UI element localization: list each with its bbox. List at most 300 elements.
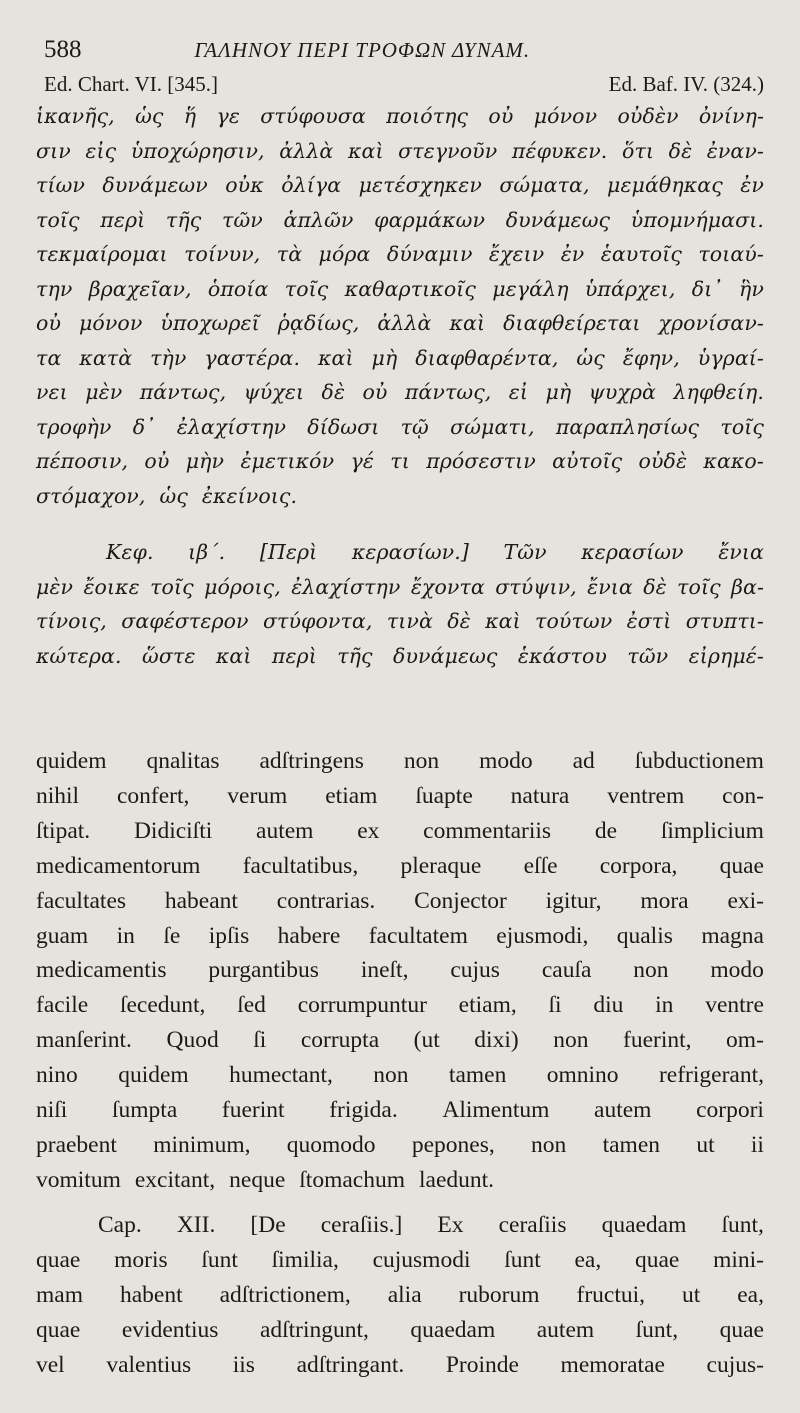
- word: cauſa: [541, 957, 592, 984]
- word: in: [655, 992, 674, 1019]
- word: στύφοντα,: [262, 609, 373, 633]
- word: quidem: [36, 748, 107, 774]
- word: εἰ: [508, 380, 529, 404]
- text-line: [36, 1027, 764, 1054]
- word: ἐν: [740, 173, 764, 197]
- word: guam: [36, 922, 89, 949]
- word: ἔνια: [718, 540, 764, 564]
- text-line: [106, 540, 764, 564]
- word: quae: [719, 1316, 764, 1343]
- word: καθαρτικοῖς: [344, 276, 476, 301]
- word: πέποσιν,: [36, 449, 129, 473]
- word: τίνοις,: [36, 609, 107, 633]
- word: ſed: [237, 992, 266, 1019]
- word: φαρμάκων: [374, 207, 486, 232]
- word: quaedam: [601, 1212, 687, 1238]
- word: περὶ: [271, 643, 317, 668]
- word: corrumpuntur: [297, 992, 427, 1019]
- word: ſe: [163, 922, 181, 949]
- text-line: [36, 1317, 764, 1344]
- word: Didiciſti: [133, 817, 213, 844]
- word: qnalitas: [146, 748, 220, 774]
- word: ἔνια: [587, 574, 633, 599]
- word: ὑγραί-: [697, 345, 764, 370]
- text-line: [36, 644, 764, 668]
- word: εἰς: [85, 138, 117, 163]
- word: adſtringunt,: [259, 1316, 369, 1343]
- word: κακο-: [703, 449, 764, 473]
- word: non: [633, 957, 669, 984]
- word: ἀλλὰ: [279, 138, 334, 163]
- word: con-: [722, 782, 764, 809]
- word: ſunt,: [635, 1316, 679, 1343]
- word: τῶν: [627, 643, 669, 668]
- word: Ex: [437, 1212, 464, 1238]
- word: quomodo: [286, 1131, 376, 1158]
- word: evidentius: [121, 1316, 219, 1343]
- word: μόρα: [318, 242, 371, 266]
- word: δυνάμεως: [393, 643, 498, 668]
- word: natura: [510, 782, 570, 809]
- word: medicamentis: [36, 957, 167, 984]
- word: στεγνοῦν: [398, 138, 498, 163]
- word: memoratae: [560, 1351, 665, 1378]
- word: autem: [594, 1097, 652, 1123]
- word: ὁποία: [207, 276, 269, 301]
- word: ὑπομνήμασι.: [630, 207, 764, 232]
- word: ea,: [574, 1246, 602, 1273]
- word: cujus-: [706, 1351, 764, 1378]
- word: ἐν: [560, 242, 585, 266]
- word: facultatem: [368, 922, 468, 949]
- word: quae: [634, 1246, 680, 1273]
- word: μὴν: [185, 449, 225, 473]
- word: tamen: [448, 1062, 507, 1089]
- word: frigida.: [329, 1097, 398, 1123]
- word: ὀνίνη-: [698, 104, 764, 128]
- word: ῥᾳδίως,: [277, 311, 360, 335]
- word: τὴν: [150, 345, 187, 370]
- word: δι᾽: [691, 276, 723, 301]
- word: ληφθείη.: [673, 380, 764, 404]
- word: ἐλαχίστην: [291, 574, 401, 599]
- word: ἐναν-: [706, 138, 764, 163]
- text-line: [36, 242, 764, 266]
- word: ἔχοντα: [410, 574, 485, 599]
- word: πέφυκεν.: [511, 138, 608, 163]
- word: εἰρημέ-: [688, 643, 764, 668]
- word: non: [403, 748, 440, 774]
- text-line: [36, 311, 764, 335]
- word: [Περὶ: [259, 540, 318, 564]
- word: excitant,: [134, 1166, 216, 1193]
- word: refrigerant,: [658, 1062, 764, 1089]
- word: μεγάλη: [492, 276, 569, 301]
- word: αὐτοῖς: [552, 449, 623, 473]
- text-line: [36, 346, 764, 370]
- word: στύφουσα: [260, 104, 366, 128]
- word: ſtipat.: [36, 817, 91, 844]
- word: γαστέρα.: [204, 345, 301, 370]
- text-line: [36, 818, 764, 845]
- word: ſi: [253, 1027, 267, 1054]
- word: confert,: [116, 782, 190, 809]
- word: ut: [696, 1131, 715, 1158]
- word: ruborum: [458, 1281, 540, 1308]
- word: facultatibus,: [242, 852, 359, 879]
- word: σώματι,: [450, 414, 535, 439]
- word: ii: [750, 1131, 764, 1158]
- word: moris: [114, 1246, 168, 1273]
- text-line: [36, 1132, 764, 1159]
- word: laedunt.: [419, 1166, 495, 1193]
- word: corrupta: [300, 1027, 380, 1054]
- word: modo: [479, 748, 533, 774]
- word: τῆς: [165, 207, 202, 232]
- word: ἐστὶ: [626, 609, 672, 633]
- word: κερασίων.]: [351, 540, 469, 564]
- word: [De: [250, 1212, 286, 1238]
- word: ſuapte: [415, 782, 473, 809]
- word: tamen: [602, 1131, 661, 1158]
- word: οὐ: [362, 380, 388, 404]
- word: etiam: [325, 782, 378, 809]
- word: μὲν: [36, 574, 74, 599]
- word: σαφέστερον: [121, 609, 249, 633]
- word: quidem: [118, 1062, 189, 1089]
- word: δίδωσι: [307, 414, 380, 439]
- word: μόροις,: [204, 574, 281, 599]
- word: ἑαυτοῖς: [600, 242, 682, 266]
- word: ἑκάστου: [517, 643, 607, 668]
- word: Κεφ.: [106, 540, 154, 564]
- word: verum: [227, 782, 288, 809]
- word: γέ: [350, 449, 374, 473]
- word: σώματα,: [499, 173, 590, 197]
- word: ejusmodi,: [496, 922, 589, 949]
- text-line: [36, 1282, 764, 1309]
- word: ſunt: [201, 1246, 238, 1273]
- word: πάντως,: [404, 380, 492, 404]
- edition-references: [36, 72, 764, 97]
- word: κατὰ: [79, 345, 133, 370]
- word: δυνάμεως: [505, 207, 611, 232]
- edition-basel: Ed. Baf. IV. (324.): [608, 72, 764, 96]
- word: corpora,: [599, 852, 678, 879]
- word: ipſis: [208, 922, 250, 949]
- word: δυνάμεων: [102, 173, 208, 197]
- word: ex: [357, 817, 380, 844]
- word: κερασίων: [581, 540, 684, 564]
- word: κώτερα.: [36, 643, 122, 668]
- word: ἔχειν: [488, 242, 545, 266]
- word: ventre: [705, 992, 764, 1019]
- word: ſunt: [504, 1246, 541, 1273]
- word: ἀλλὰ: [377, 311, 432, 335]
- word: fuerint: [221, 1097, 285, 1123]
- word: καὶ: [449, 311, 486, 335]
- word: ſunt,: [721, 1212, 764, 1238]
- word: βραχεῖαν,: [88, 276, 192, 301]
- word: adſtringens: [259, 748, 364, 774]
- word: ſumpta: [111, 1097, 178, 1123]
- word: ceraſiis.]: [320, 1212, 403, 1238]
- word: adſtringant.: [296, 1351, 405, 1378]
- word: nino: [36, 1062, 78, 1089]
- page-number: 588: [44, 36, 82, 63]
- word: βα-: [731, 574, 764, 599]
- text-line: [36, 748, 764, 775]
- word: habeant: [164, 887, 238, 914]
- word: autem: [536, 1316, 595, 1343]
- word: pepones,: [411, 1131, 495, 1158]
- word: τῆς: [337, 643, 373, 668]
- word: παραπλησίως: [555, 414, 700, 439]
- word: niſi: [36, 1097, 68, 1123]
- word: Cap.: [98, 1212, 142, 1238]
- word: σιν: [36, 138, 71, 163]
- word: manſerint.: [36, 1027, 132, 1054]
- word: ſimplicium: [660, 817, 764, 844]
- word: ψυχρὰ: [588, 380, 656, 404]
- word: XII.: [176, 1212, 216, 1238]
- text-line: [36, 853, 764, 880]
- word: dixi): [474, 1027, 519, 1054]
- text-line: [36, 208, 764, 232]
- word: contrarias.: [276, 887, 376, 914]
- word: exi-: [727, 887, 764, 914]
- word: ιβ΄.: [188, 540, 226, 564]
- word: περὶ: [100, 207, 146, 232]
- word: τι: [390, 449, 410, 473]
- word: non: [373, 1062, 409, 1089]
- text-line: [36, 139, 764, 163]
- word: vomitum: [36, 1166, 121, 1193]
- word: diu: [593, 992, 624, 1019]
- word: ea,: [737, 1281, 764, 1308]
- word: ἐλαχίστην: [176, 414, 287, 439]
- word: τῷ: [400, 414, 429, 439]
- word: Alimentum: [442, 1097, 550, 1123]
- word: non: [553, 1027, 589, 1054]
- word: τῶν: [222, 207, 263, 232]
- word: τα: [36, 345, 62, 370]
- word: τεκμαίρομαι: [36, 242, 168, 266]
- word: facultates: [36, 887, 127, 914]
- text-line: [36, 609, 764, 633]
- word: vel: [36, 1351, 65, 1378]
- word: χρονίσαν-: [658, 311, 764, 335]
- word: στόμαχον,: [36, 483, 146, 508]
- word: habere: [277, 922, 341, 949]
- word: ſi: [548, 992, 562, 1019]
- word: οὐκ: [225, 173, 264, 197]
- word: valentius: [106, 1351, 192, 1378]
- text-line: [36, 992, 764, 1019]
- word: ὡς: [576, 345, 605, 370]
- word: in: [116, 922, 135, 949]
- word: καὶ: [485, 609, 521, 633]
- word: τοῖς: [677, 574, 721, 599]
- word: στύψιν,: [495, 574, 577, 599]
- word: διαφθαρέντα,: [415, 345, 559, 370]
- word: commentariis: [423, 817, 552, 844]
- word: autem: [256, 817, 314, 844]
- text-line: [36, 957, 764, 984]
- word: nihil: [36, 782, 80, 809]
- word: δὲ: [643, 574, 667, 599]
- word: ut: [682, 1281, 701, 1308]
- word: qualis: [616, 922, 673, 949]
- word: δύναμιν: [386, 242, 473, 266]
- word: μὲν: [85, 380, 123, 404]
- word: τοιαύ-: [698, 242, 764, 266]
- word: στυπτι-: [685, 609, 764, 633]
- word: fuerint,: [623, 1027, 692, 1054]
- word: μόνον: [533, 104, 598, 128]
- word: την: [36, 276, 73, 301]
- text-line: [36, 1352, 764, 1379]
- word: τροφὴν: [36, 414, 112, 439]
- word: μεμάθηκας: [607, 173, 723, 197]
- word: τοῖς: [284, 276, 329, 301]
- word: quae: [36, 1316, 81, 1343]
- text-line: [36, 173, 764, 197]
- word: οὐ: [488, 104, 514, 128]
- word: ὀλίγα: [281, 173, 342, 197]
- word: habent: [119, 1281, 183, 1308]
- word: adſtrictionem,: [219, 1281, 351, 1308]
- text-line: [36, 1097, 764, 1124]
- word: τοῖς: [36, 207, 80, 232]
- word: praebent: [36, 1131, 117, 1158]
- word: μὴ: [545, 380, 572, 404]
- text-line: [36, 923, 764, 950]
- word: iis: [232, 1351, 255, 1378]
- word: ὑπάρχει,: [584, 276, 676, 301]
- word: τούτων: [535, 609, 613, 633]
- word: πρόσεστιν: [426, 449, 536, 473]
- word: ad: [572, 748, 595, 774]
- word: ſtomachum: [299, 1166, 405, 1193]
- word: cujusmodi: [372, 1246, 471, 1273]
- word: δὲ: [668, 138, 693, 163]
- word: ἱκανῆς,: [36, 104, 115, 128]
- word: Conjector: [414, 887, 507, 914]
- word: de: [594, 817, 618, 844]
- edition-chartier: Ed. Chart. VI. [345.]: [44, 72, 218, 96]
- word: ὥστε: [142, 643, 196, 668]
- word: νει: [36, 380, 68, 404]
- word: ſecedunt,: [119, 992, 206, 1019]
- word: οὐ: [36, 311, 62, 335]
- word: om-: [726, 1027, 764, 1054]
- word: neque: [229, 1166, 286, 1193]
- word: corpori: [696, 1097, 764, 1123]
- running-header: [36, 36, 764, 64]
- text-line: [36, 1062, 764, 1089]
- running-title: ΓΑΛΗΝΟΥ ΠΕΡΙ ΤΡΟΦΩΝ ΔΥΝΑΜ.: [194, 38, 531, 62]
- word: ventrem: [607, 782, 685, 809]
- text-line: [36, 888, 764, 915]
- word: purgantibus: [208, 957, 319, 984]
- word: καὶ: [318, 345, 354, 370]
- word: ineſt,: [360, 957, 409, 984]
- word: mam: [36, 1281, 83, 1308]
- word: ψύχει: [243, 380, 305, 404]
- word: ſubductionem: [634, 748, 764, 774]
- word: Proinde: [445, 1351, 519, 1378]
- word: μετέσχηκεν: [358, 173, 482, 197]
- word: Τῶν: [503, 540, 547, 564]
- word: non: [531, 1131, 567, 1158]
- word: μόνον: [79, 311, 143, 335]
- word: δὲ: [447, 609, 471, 633]
- text-line: [36, 1167, 764, 1194]
- word: ἐκείνοις.: [201, 483, 298, 508]
- word: pleraque: [400, 852, 482, 879]
- word: ὑποχωρεῖ: [160, 311, 260, 335]
- word: τινὰ: [386, 609, 433, 633]
- word: τοῖς: [150, 574, 194, 599]
- word: ἣν: [739, 276, 764, 301]
- word: δὲ: [321, 380, 346, 404]
- word: omnino: [546, 1062, 619, 1089]
- word: ὑποχώρησιν,: [130, 138, 265, 163]
- word: modo: [710, 957, 764, 984]
- text-line: [36, 277, 764, 301]
- word: quae: [36, 1246, 81, 1273]
- word: ὡς: [159, 483, 188, 508]
- word: μὴ: [371, 345, 398, 370]
- word: quae: [719, 852, 764, 879]
- word: ſimilia,: [271, 1246, 339, 1273]
- word: τοῖς: [720, 414, 764, 439]
- word: καὶ: [347, 138, 384, 163]
- text-line: [36, 1247, 764, 1274]
- word: mora: [640, 887, 689, 914]
- word: οὐ: [144, 449, 170, 473]
- word: ἥ: [183, 104, 197, 128]
- word: οὐδὲ: [638, 449, 688, 473]
- word: cujus: [450, 957, 500, 984]
- word: ὅτι: [622, 138, 655, 163]
- word: οὐδὲν: [617, 104, 679, 128]
- word: ἁπλῶν: [283, 207, 354, 232]
- word: πάντως,: [139, 380, 227, 404]
- word: ἐμετικόν: [240, 449, 335, 473]
- word: fructui,: [576, 1281, 646, 1308]
- word: ποιότης: [386, 104, 469, 128]
- word: (ut: [413, 1027, 440, 1054]
- text-line: [98, 1212, 764, 1239]
- word: ἔφην,: [622, 345, 680, 370]
- word: eſſe: [523, 852, 558, 879]
- text-line: [36, 415, 764, 439]
- word: etiam,: [458, 992, 517, 1019]
- text-line: [36, 449, 764, 473]
- word: mini-: [713, 1246, 764, 1273]
- text-line: [36, 575, 764, 599]
- word: magna: [701, 922, 764, 949]
- word: τὰ: [276, 242, 303, 266]
- word: Quod: [166, 1027, 219, 1054]
- word: facile: [36, 992, 89, 1019]
- word: minimum,: [153, 1131, 251, 1158]
- word: alia: [387, 1281, 422, 1308]
- word: καὶ: [215, 643, 252, 668]
- word: igitur,: [545, 887, 602, 914]
